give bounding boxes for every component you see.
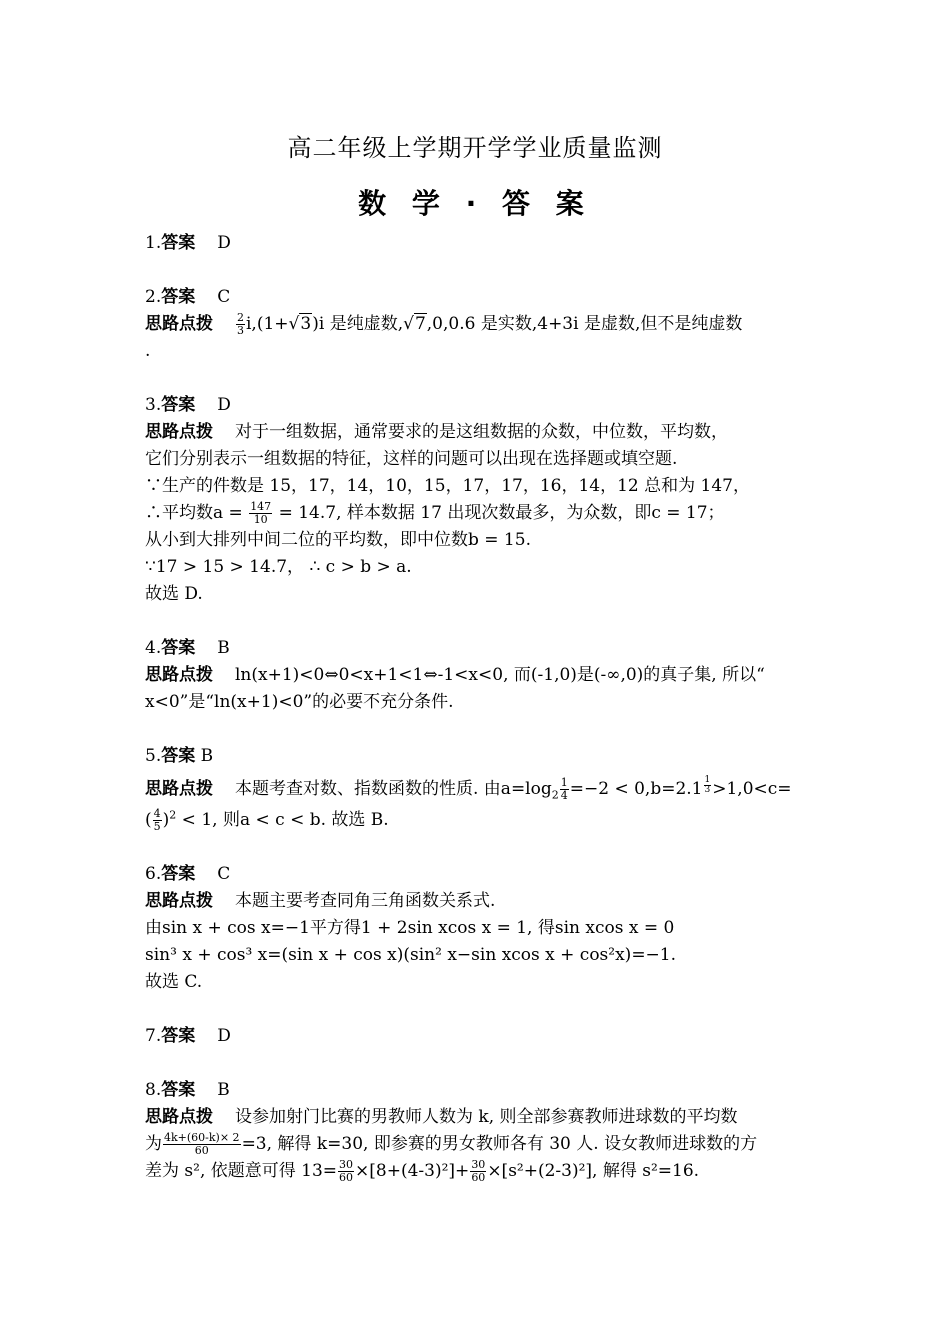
answer-label: 答案: [161, 287, 196, 307]
q2-hint-tail: .: [145, 341, 151, 361]
q5-hint-line2: ( $\frac{4}{5}$ )$^2$ < 1, 则a < c < b. 故选 B.: [145, 807, 389, 833]
q2-number: 2.: [145, 287, 162, 307]
q6-answer: C: [217, 864, 231, 884]
answer-content: [145, 230, 813, 1185]
q4-answer-line: [145, 635, 813, 662]
hint-label: 思路点拨: [145, 665, 213, 685]
q3-hint-line3: ∵生产的件数是 15，17，14，10，15，17，17，16，14，12 总和为 147，: [145, 476, 750, 496]
q3-hint-line4: ∴平均数a = $\frac{147}{10}$ = 14.7, 样本数据 17 出现次数最多，为众数，即c = 17；: [145, 500, 725, 526]
page-title: 高二年级上学期开学学业质量监测: [287, 134, 663, 162]
hint-label: 思路点拨: [145, 891, 213, 911]
q7-answer: D: [217, 1026, 231, 1046]
q4-number: 4.: [145, 638, 162, 658]
q6-hint-line4: 故选 C.: [145, 972, 203, 992]
page-subtitle: 数 学 · 答 案: [358, 187, 592, 220]
hint-label: 思路点拨: [145, 1107, 213, 1127]
q8-fraction-2: $\frac{30}{60}$: [339, 1158, 354, 1184]
q8-answer-line: [145, 1077, 813, 1104]
answer-label: 答案: [161, 395, 196, 415]
answer-label: 答案: [161, 233, 196, 253]
q1-number: 1.: [145, 233, 162, 253]
q6-hint-line2: 由sin x + cos x=−1平方得1 + 2sin xcos x = 1, 得sin xcos x = 0: [145, 918, 675, 938]
answer-label: 答案: [161, 746, 196, 766]
q8-hint-line3: 差为 s², 依题意可得 13= $\frac{30}{60}$ ×[8+(4-3)²]+ $\frac{30}{60}$ ×[s²+(2-3)²], 解得 s²=16.: [145, 1158, 700, 1184]
q8-hint-line1: 思路点拨 设参加射门比赛的男教师人数为 k, 则全部参赛教师进球数的平均数: [145, 1107, 738, 1127]
q4-hint-line1: 思路点拨 ln(x+1)<0⇔0<x+1<1⇔-1<x<0, 而(-1,0)是(-∞,0)的真子集, 所以“: [145, 665, 765, 685]
q3-hint-line6: ∵17 > 15 > 14.7， ∴ c > b > a.: [145, 557, 412, 577]
q8-fraction: $\frac{4k+(60-k)\times 2}{60}$: [164, 1131, 240, 1157]
q5-exponent-fraction: $\frac{1}{3}$: [704, 775, 711, 795]
q8-number: 8.: [145, 1080, 162, 1100]
q8-answer: B: [217, 1080, 230, 1100]
q1-answer: D: [217, 233, 231, 253]
answer-label: 答案: [161, 1080, 196, 1100]
q4-answer: B: [217, 638, 230, 658]
q3-hint-line2: 它们分别表示一组数据的特征，这样的问题可以出现在选择题或填空题.: [145, 449, 678, 469]
answer-label: 答案: [161, 638, 196, 658]
hint-label: 思路点拨: [145, 422, 213, 442]
q3-answer-line: [145, 392, 813, 419]
q3-hint-line5: 从小到大排列中间二位的平均数，即中位数b = 15.: [145, 530, 531, 550]
hint-label: 思路点拨: [145, 314, 213, 334]
q2-hint-line: 思路点拨 $\frac{2}{3}$ i,(1+√3)i 是纯虚数,√7,0,0.6 是实数,4+3i 是虚数,但不是纯虚数: [145, 311, 743, 337]
q7-number: 7.: [145, 1026, 162, 1046]
q5-number: 5.: [145, 746, 162, 766]
answer-label: 答案: [161, 1026, 196, 1046]
q6-answer-line: [145, 861, 813, 888]
q7-answer-line: [145, 1023, 813, 1050]
q8-fraction-3: $\frac{30}{60}$: [471, 1158, 486, 1184]
q5-hint-line1: 思路点拨 本题考查对数、指数函数的性质. 由$a=\log_2$ $\frac{1}{4}$ =−2 < 0,b=2.1 $\frac{1}{3}$ >1,0<c=: [145, 775, 792, 802]
q3-answer: D: [217, 395, 231, 415]
q5-answer-line: [145, 743, 813, 770]
q5-fraction-1: $\frac{1}{4}$: [560, 776, 568, 802]
q2-fraction: $\frac{2}{3}$: [237, 311, 244, 337]
q5-fraction-2: $\frac{4}{5}$: [153, 807, 161, 833]
q1-answer-line: [145, 230, 813, 257]
answer-label: 答案: [161, 864, 196, 884]
q3-fraction: $\frac{147}{10}$: [250, 500, 272, 526]
q5-answer: B: [200, 746, 214, 766]
q6-hint-line3: sin³ x + cos³ x=(sin x + cos x)(sin² x−sin xcos x + cos²x)=−1.: [145, 945, 677, 965]
q6-number: 6.: [145, 864, 162, 884]
q3-hint-line1: 思路点拨 对于一组数据，通常要求的是这组数据的众数，中位数，平均数，: [145, 422, 728, 442]
q6-hint-line1: 思路点拨 本题主要考查同角三角函数关系式.: [145, 891, 496, 911]
q2-answer-line: [145, 284, 813, 311]
q3-hint-line7: 故选 D.: [145, 584, 203, 604]
q8-hint-line2: 为 $\frac{4k+(60-k)\times 2}{60}$ =3, 解得 k=30, 即参赛的男女教师各有 30 人. 设女教师进球数的方: [145, 1131, 758, 1157]
q4-hint-line2: x<0”是“ln(x+1)<0”的必要不充分条件.: [145, 692, 454, 712]
q3-number: 3.: [145, 395, 162, 415]
q2-answer: C: [217, 287, 231, 307]
hint-label: 思路点拨: [145, 779, 213, 799]
